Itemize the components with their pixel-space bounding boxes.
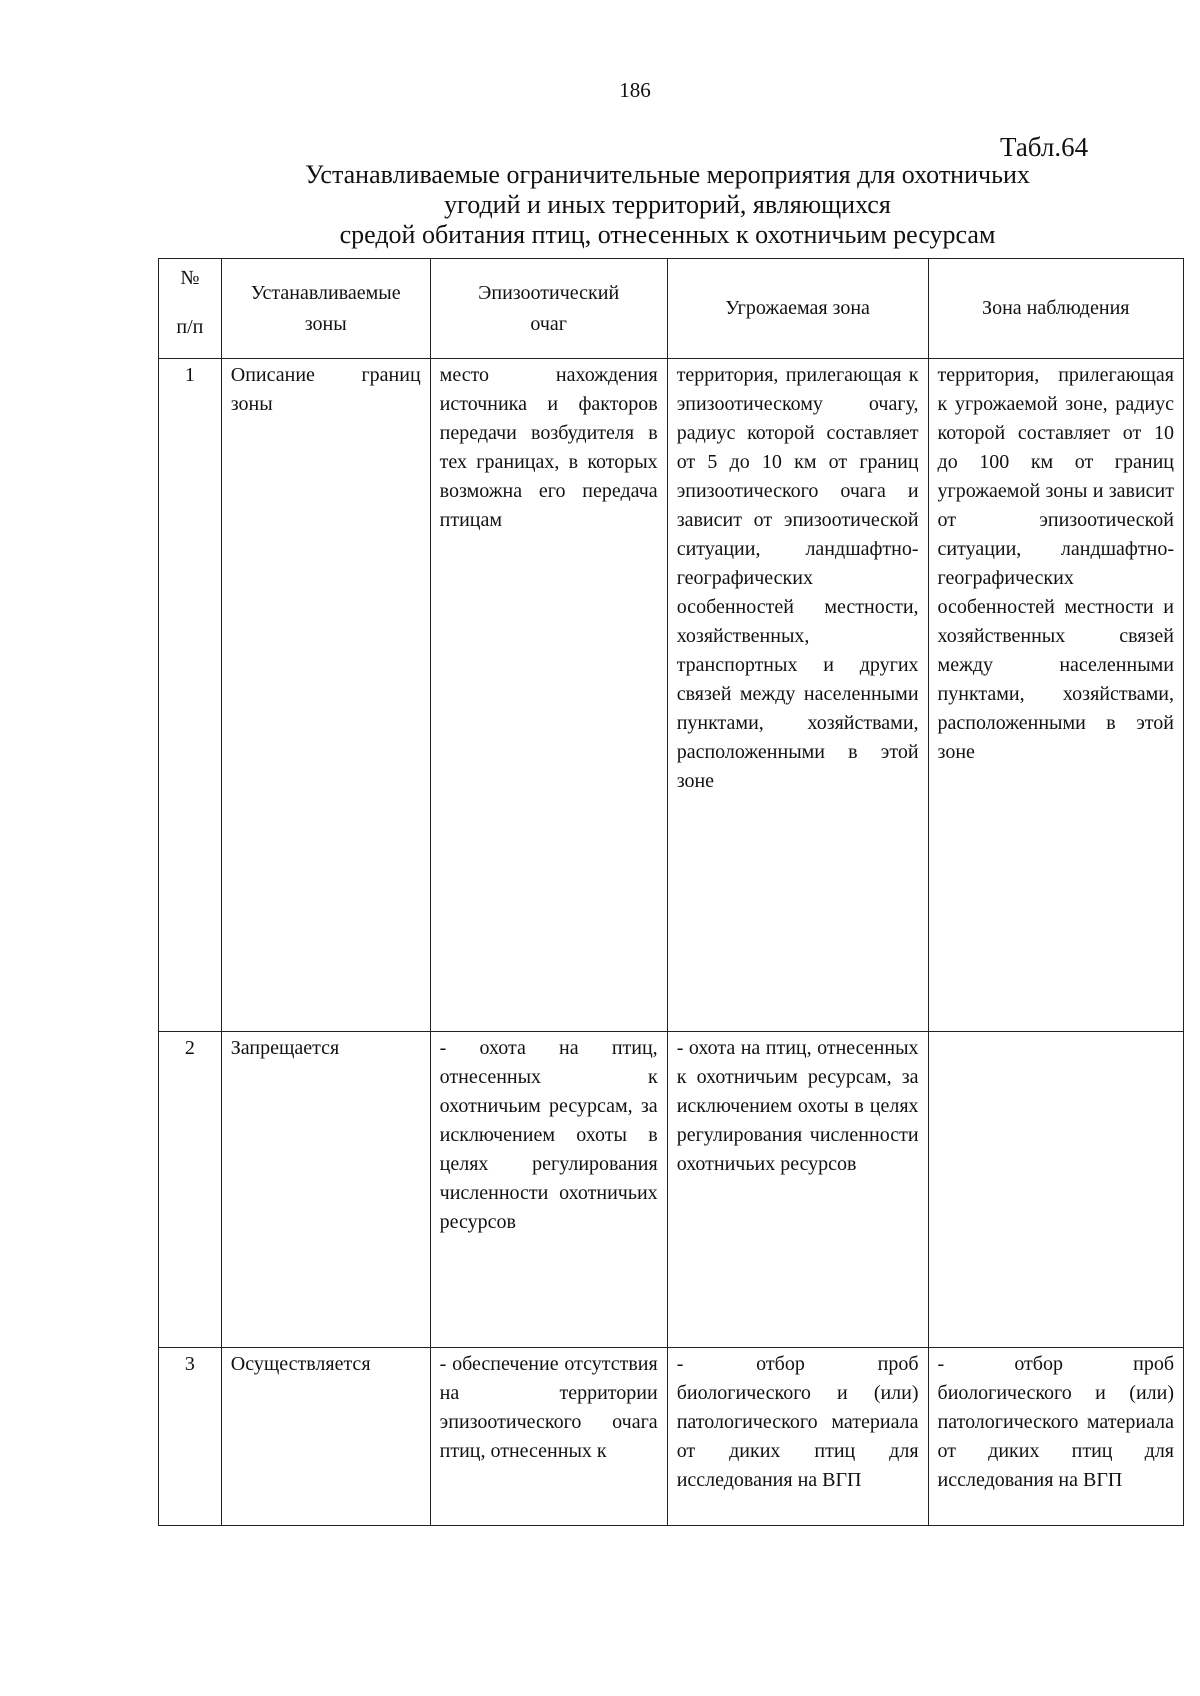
title-line: Устанавливаемые ограничительные мероприятия для охотничьих	[305, 160, 1030, 189]
table-title	[150, 160, 1185, 250]
title-line: средой обитания птиц, отнесенных к охотничьим ресурсам	[339, 220, 996, 249]
row-observation: территория, прилегающая к угрожаемой зоне, радиус которой составляет от 10 до 100 км от границ угрожаемой зоны и зависит от эпизоотической ситуации, ландшафтно-географических особенностей местности и хозяйственных связей между населенными пунктами, хозяйствами, расположенными в этой зоне	[928, 359, 1183, 1032]
row-zone: Описание границ зоны	[221, 359, 430, 1032]
row-number: 1	[159, 359, 222, 1032]
row-focus: - обеспечение отсутствия на территории эпизоотического очага птиц, отнесенных к	[430, 1348, 667, 1526]
table-row	[159, 1348, 1184, 1526]
page-number: 186	[619, 78, 651, 102]
row-zone: Осуществляется	[221, 1348, 430, 1526]
header-focus-line: очаг	[530, 312, 567, 335]
header-threatened-zone: Угрожаемая зона	[667, 259, 928, 359]
header-focus	[430, 259, 667, 359]
row-threatened: - охота на птиц, отнесенных к охотничьим ресурсам, за исключением охоты в целях регулирования численности охотничьих ресурсов	[667, 1032, 928, 1348]
title-line: угодий и иных территорий, являющихся	[444, 190, 891, 219]
header-zones	[221, 259, 430, 359]
table-label: Табл.64	[1000, 132, 1089, 162]
row-number: 2	[159, 1032, 222, 1348]
header-number-abbr: п/п	[176, 316, 204, 338]
header-observation-zone: Зона наблюдения	[928, 259, 1183, 359]
row-observation: - отбор проб биологического и (или) патологического материала от диких птиц для исследования на ВГП	[928, 1348, 1183, 1526]
row-threatened: - отбор проб биологического и (или) патологического материала от диких птиц для исследования на ВГП	[667, 1348, 928, 1526]
row-observation	[928, 1032, 1183, 1348]
row-number: 3	[159, 1348, 222, 1526]
row-zone: Запрещается	[221, 1032, 430, 1348]
row-focus: место нахождения источника и факторов передачи возбудителя в тех границах, в которых возможна его передача птицам	[430, 359, 667, 1032]
table-row	[159, 359, 1184, 1032]
header-number-symbol: №	[180, 267, 200, 289]
header-focus-line: Эпизоотический	[478, 281, 620, 304]
row-threatened: территория, прилегающая к эпизоотическому очагу, радиус которой составляет от 5 до 10 км от границ эпизоотического очага и зависит от эпизоотической ситуации, ландшафтно-географических особенностей местности, хозяйственных, транспортных и других связей между населенными пунктами, хозяйствами, расположенными в этой зоне	[667, 359, 928, 1032]
header-zones-line: Устанавливаемые	[250, 281, 401, 304]
restrictions-table	[158, 258, 1184, 1526]
header-zones-line: зоны	[304, 312, 347, 335]
row-focus: - охота на птиц, отнесенных к охотничьим ресурсам, за исключением охоты в целях регулирования численности охотничьих ресурсов	[430, 1032, 667, 1348]
table-row	[159, 1032, 1184, 1348]
table-header-row	[159, 259, 1184, 359]
header-number	[159, 259, 222, 359]
